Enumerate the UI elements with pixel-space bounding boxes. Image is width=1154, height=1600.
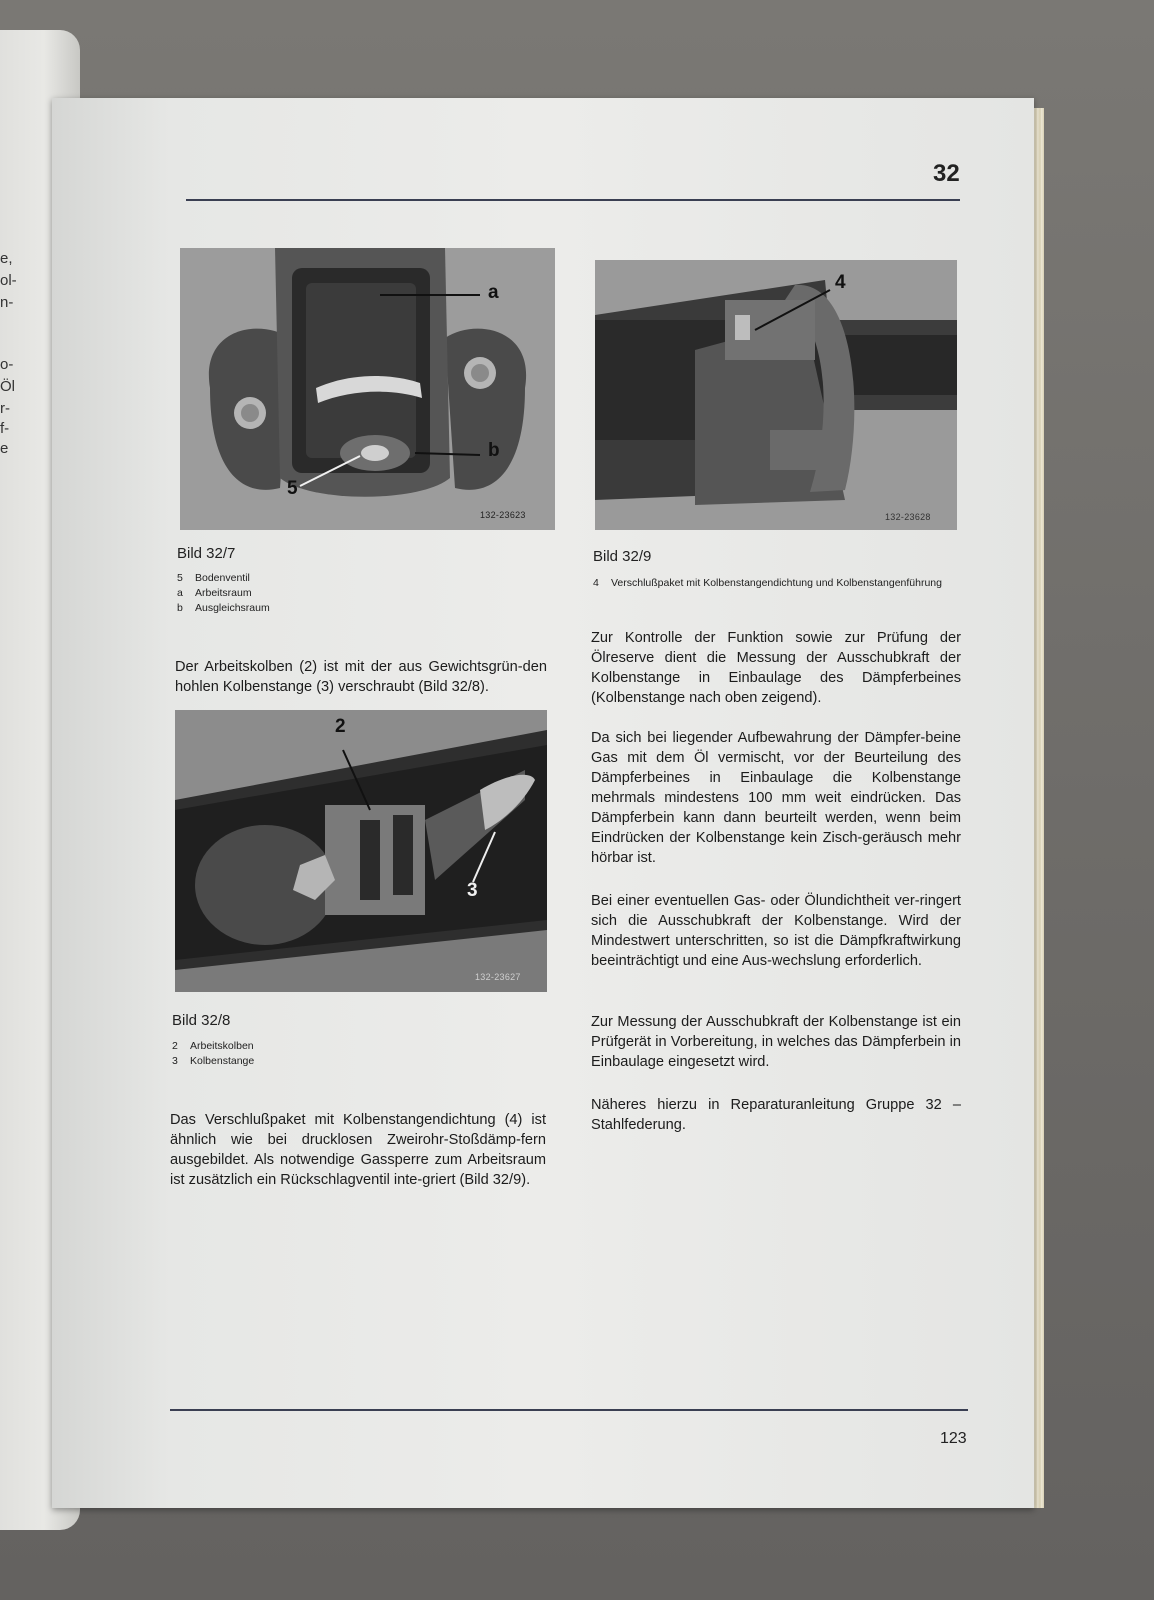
figure-32-8-label-2: 2 (335, 716, 346, 737)
figure-32-8-label-3: 3 (467, 880, 478, 901)
left-paragraph-2: Das Verschlußpaket mit Kolbenstangendichtung (4) ist ähnlich wie bei drucklosen Zweirohr-Stoßdämp-fern ausgebildet. Als notwendige Gassperre zum Arbeitsraum ist zusätzlich ein Rückschlagventil inte-griert (Bild 32/9). (170, 1112, 546, 1188)
figure-32-9-caption: Bild 32/9 (593, 548, 652, 565)
legend-item: b Ausgleichsraum (177, 602, 270, 614)
figure-32-7-legend (177, 571, 270, 616)
chapter-number: 32 (933, 160, 960, 187)
left-page-fragment: e, (0, 250, 13, 267)
left-page-fragment: o- (0, 356, 14, 373)
left-page-fragment: e (0, 440, 9, 457)
figure-32-8-legend (172, 1039, 254, 1069)
figure-32-7-code: 132-23623 (480, 510, 526, 520)
figure-32-7-photo (180, 248, 555, 530)
header-rule (186, 199, 960, 201)
figure-32-9-photo (595, 260, 957, 530)
left-paragraph-1: Der Arbeitskolben (2) ist mit der aus Gewichtsgrün-den hohlen Kolbenstange (3) verschraubt (Bild 32/8). (175, 659, 547, 695)
figure-32-7-label-b: b (488, 440, 500, 461)
legend-item: a Arbeitsraum (177, 587, 252, 599)
legend-item: 4 Verschlußpaket mit Kolbenstangendichtung und Kolbenstangenführung (593, 577, 942, 589)
right-paragraph-1: Zur Kontrolle der Funktion sowie zur Prüfung der Ölreserve dient die Messung der Ausschubkraft der Kolbenstange in Einbaulage des Dämpferbeines (Kolbenstange nach oben zeigend). (591, 630, 961, 706)
right-paragraph-5: Näheres hierzu in Reparaturanleitung Gruppe 32 – Stahlfederung. (591, 1097, 961, 1133)
figure-32-9-legend (593, 576, 942, 591)
right-paragraph-4: Zur Messung der Ausschubkraft der Kolbenstange ist ein Prüfgerät in Vorbereitung, in welches das Dämpferbein in Einbaulage eingesetzt wird. (591, 1014, 961, 1070)
right-paragraph-2: Da sich bei liegender Aufbewahrung der Dämpfer-beine Gas mit dem Öl vermischt, vor der Beurteilung des Dämpferbeines in Einbaulage die Kolbenstange mehrmals mindestens 100 mm weit eindrücken. Das Dämpferbein kann dann beurteilt werden, wenn beim Eindrücken der Kolbenstange kein Zisch-geräusch mehr hörbar ist. (591, 730, 961, 866)
figure-32-9-code: 132-23628 (885, 512, 931, 522)
figure-32-8-caption: Bild 32/8 (172, 1012, 231, 1029)
left-page-fragment: r- (0, 400, 10, 417)
legend-item: 5 Bodenventil (177, 572, 250, 584)
left-page-fragment: ol- (0, 272, 17, 289)
left-page-fragment: n- (0, 294, 14, 311)
figure-32-7-label-a: a (488, 282, 499, 303)
legend-item: 2 Arbeitskolben (172, 1040, 254, 1052)
left-page-fragment: Öl (0, 378, 15, 395)
figure-32-9-illustration (595, 260, 957, 530)
footer-rule (170, 1409, 968, 1411)
figure-32-8-photo (175, 710, 547, 992)
right-paragraph-3: Bei einer eventuellen Gas- oder Ölundichtheit ver-ringert sich die Ausschubkraft der Kolbenstange. Wird der Mindestwert unterschritten, so ist die Dämpfkraftwirkung beeinträchtigt und eine Aus-wechslung erforderlich. (591, 893, 961, 969)
figure-32-8-illustration (175, 710, 547, 992)
figure-32-9-label-4: 4 (835, 272, 846, 293)
page-number: 123 (940, 1430, 967, 1447)
left-page-fragment: f- (0, 420, 10, 437)
figure-32-7-caption: Bild 32/7 (177, 545, 236, 562)
figure-32-7-label-5: 5 (287, 478, 298, 499)
figure-32-8-code: 132-23627 (475, 972, 521, 982)
legend-item: 3 Kolbenstange (172, 1055, 255, 1067)
